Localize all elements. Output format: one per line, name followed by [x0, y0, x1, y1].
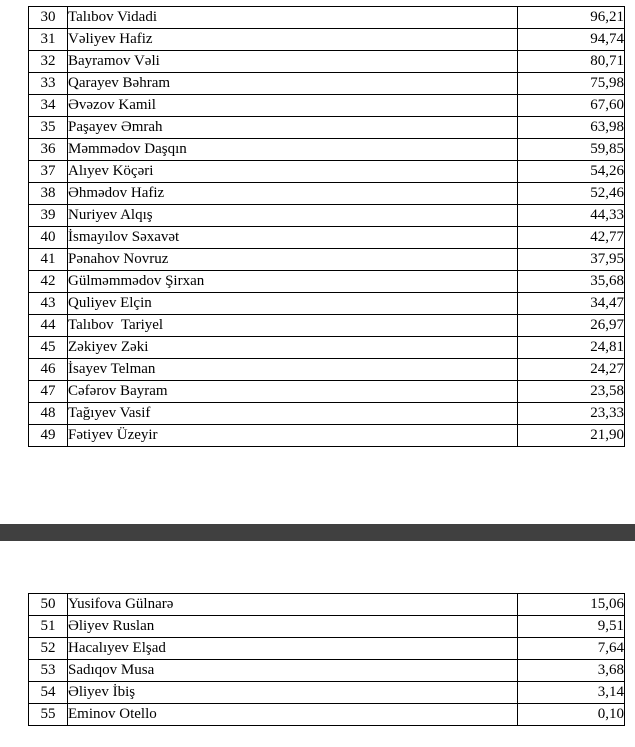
table-row [29, 271, 625, 293]
score-cell: 9,51 [518, 616, 625, 638]
score-cell: 67,60 [518, 95, 625, 117]
score-cell: 52,46 [518, 183, 625, 205]
score-cell: 3,14 [518, 682, 625, 704]
name-cell: Əhmədov Hafiz [68, 183, 518, 205]
name-cell: Quliyev Elçin [68, 293, 518, 315]
table-row [29, 161, 625, 183]
rank-cell: 32 [29, 51, 68, 73]
table-row [29, 594, 625, 616]
name-cell: Məmmədov Daşqın [68, 139, 518, 161]
rank-cell: 47 [29, 381, 68, 403]
name-cell: Sadıqov Musa [68, 660, 518, 682]
rank-cell: 30 [29, 7, 68, 29]
name-cell: Əvəzov Kamil [68, 95, 518, 117]
score-cell: 35,68 [518, 271, 625, 293]
table-row [29, 139, 625, 161]
score-cell: 80,71 [518, 51, 625, 73]
table-row [29, 205, 625, 227]
rank-cell: 55 [29, 704, 68, 726]
rank-cell: 40 [29, 227, 68, 249]
table-row [29, 337, 625, 359]
name-cell: Əliyev İbiş [68, 682, 518, 704]
table-row [29, 359, 625, 381]
name-cell: İsmayılov Səxavət [68, 227, 518, 249]
name-cell: Alıyev Köçəri [68, 161, 518, 183]
results-table-body-page-1 [29, 7, 625, 447]
rank-cell: 51 [29, 616, 68, 638]
score-cell: 24,81 [518, 337, 625, 359]
table-row [29, 381, 625, 403]
name-cell: Pənahov Novruz [68, 249, 518, 271]
name-cell: Paşayev Əmrah [68, 117, 518, 139]
table-row [29, 227, 625, 249]
rank-cell: 39 [29, 205, 68, 227]
score-cell: 63,98 [518, 117, 625, 139]
name-cell: Əliyev Ruslan [68, 616, 518, 638]
score-cell: 94,74 [518, 29, 625, 51]
rank-cell: 33 [29, 73, 68, 95]
name-cell: İsayev Telman [68, 359, 518, 381]
table-row [29, 660, 625, 682]
table-row [29, 73, 625, 95]
name-cell: Talıbov Tariyel [68, 315, 518, 337]
table-row [29, 315, 625, 337]
score-cell: 24,27 [518, 359, 625, 381]
results-table-page-1 [28, 6, 625, 447]
score-cell: 23,33 [518, 403, 625, 425]
name-cell: Bayramov Vəli [68, 51, 518, 73]
score-cell: 96,21 [518, 7, 625, 29]
table-row [29, 249, 625, 271]
score-cell: 37,95 [518, 249, 625, 271]
table-row [29, 403, 625, 425]
results-table-body-page-2 [29, 594, 625, 726]
rank-cell: 41 [29, 249, 68, 271]
table-row [29, 293, 625, 315]
rank-cell: 45 [29, 337, 68, 359]
rank-cell: 43 [29, 293, 68, 315]
table-row [29, 7, 625, 29]
score-cell: 15,06 [518, 594, 625, 616]
score-cell: 44,33 [518, 205, 625, 227]
rank-cell: 37 [29, 161, 68, 183]
rank-cell: 38 [29, 183, 68, 205]
table-row [29, 51, 625, 73]
name-cell: Gülməmmədov Şirxan [68, 271, 518, 293]
name-cell: Fətiyev Üzeyir [68, 425, 518, 447]
score-cell: 0,10 [518, 704, 625, 726]
score-cell: 59,85 [518, 139, 625, 161]
rank-cell: 50 [29, 594, 68, 616]
rank-cell: 44 [29, 315, 68, 337]
score-cell: 7,64 [518, 638, 625, 660]
score-cell: 26,97 [518, 315, 625, 337]
table-row [29, 29, 625, 51]
table-row [29, 183, 625, 205]
rank-cell: 42 [29, 271, 68, 293]
rank-cell: 52 [29, 638, 68, 660]
name-cell: Hacalıyev Elşad [68, 638, 518, 660]
table-row [29, 95, 625, 117]
table-row [29, 682, 625, 704]
rank-cell: 54 [29, 682, 68, 704]
name-cell: Cəfərov Bayram [68, 381, 518, 403]
score-cell: 54,26 [518, 161, 625, 183]
score-cell: 42,77 [518, 227, 625, 249]
rank-cell: 34 [29, 95, 68, 117]
rank-cell: 31 [29, 29, 68, 51]
table-row [29, 425, 625, 447]
rank-cell: 46 [29, 359, 68, 381]
rank-cell: 48 [29, 403, 68, 425]
name-cell: Zəkiyev Zəki [68, 337, 518, 359]
score-cell: 23,58 [518, 381, 625, 403]
name-cell: Nuriyev Alqış [68, 205, 518, 227]
name-cell: Tağıyev Vasif [68, 403, 518, 425]
name-cell: Eminov Otello [68, 704, 518, 726]
name-cell: Yusifova Gülnarə [68, 594, 518, 616]
name-cell: Qarayev Bəhram [68, 73, 518, 95]
table-row [29, 616, 625, 638]
rank-cell: 49 [29, 425, 68, 447]
table-row [29, 638, 625, 660]
page-separator [0, 524, 635, 541]
score-cell: 34,47 [518, 293, 625, 315]
table-row [29, 704, 625, 726]
score-cell: 75,98 [518, 73, 625, 95]
rank-cell: 35 [29, 117, 68, 139]
rank-cell: 53 [29, 660, 68, 682]
name-cell: Vəliyev Hafiz [68, 29, 518, 51]
document-viewport [0, 6, 635, 747]
score-cell: 3,68 [518, 660, 625, 682]
name-cell: Talıbov Vidadi [68, 7, 518, 29]
rank-cell: 36 [29, 139, 68, 161]
table-row [29, 117, 625, 139]
score-cell: 21,90 [518, 425, 625, 447]
results-table-page-2 [28, 593, 625, 726]
